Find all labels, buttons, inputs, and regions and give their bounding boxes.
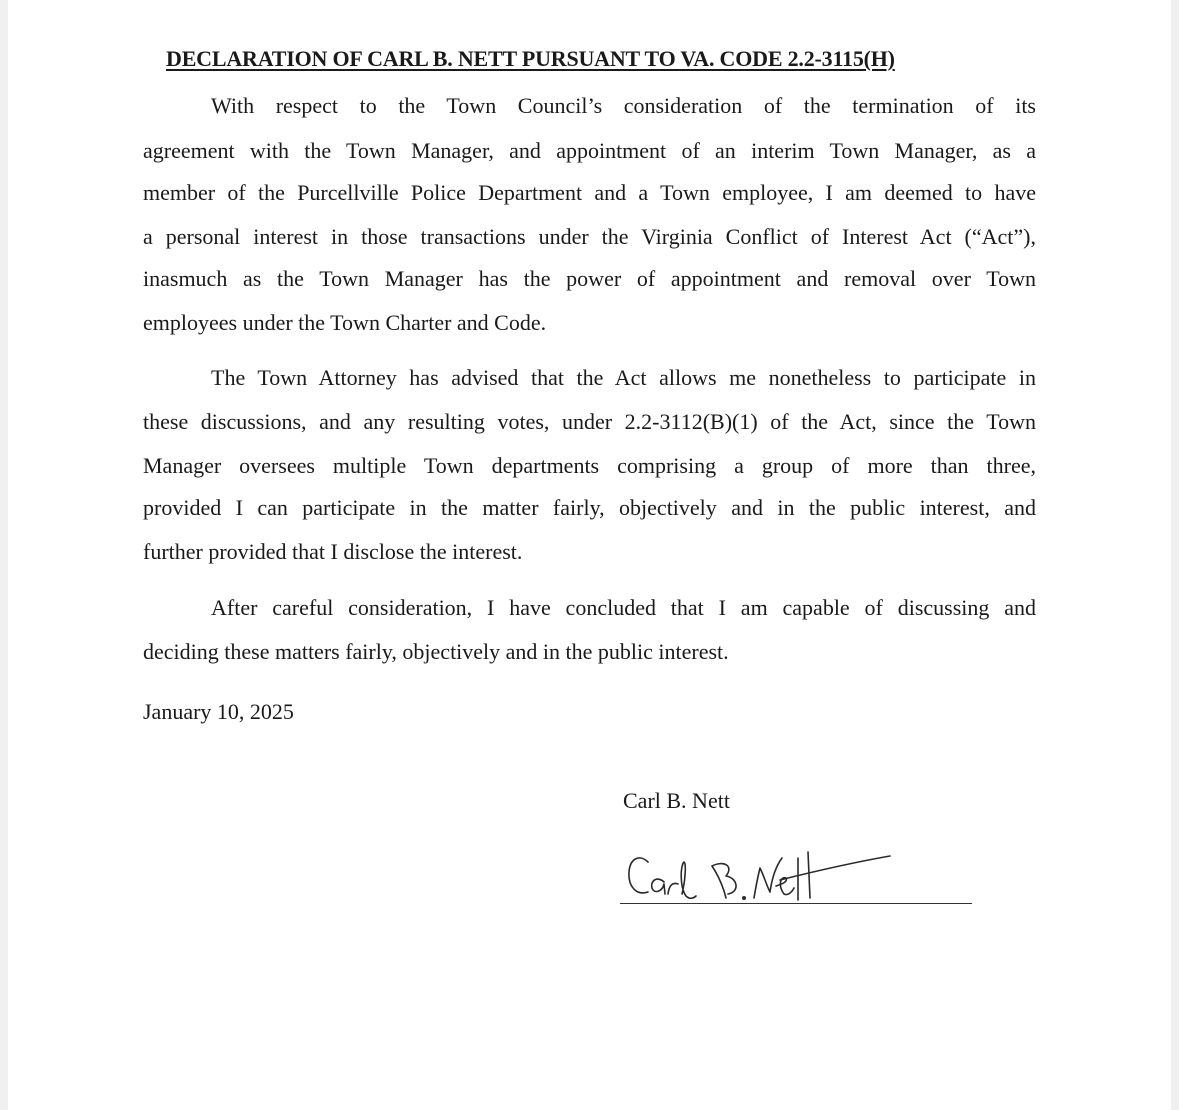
paragraph-3-line: deciding these matters fairly, objectively and in the public interest. [143,639,729,664]
paragraph-3-line: After careful consideration, I have concluded that I am capable of discussing and [211,595,1036,620]
paragraph-1-line: With respect to the Town Council’s consideration of the termination of its [211,93,1036,118]
paragraph-2-line: Manager oversees multiple Town departments comprising a group of more than three, [143,453,1036,478]
paragraph-2-line: provided I can participate in the matter fairly, objectively and in the public interest, and [143,495,1036,520]
date: January 10, 2025 [143,699,294,724]
paragraph-1-line: employees under the Town Charter and Code. [143,310,547,335]
paragraph-1-line: agreement with the Town Manager, and appointment of an interim Town Manager, as a [143,138,1036,163]
document-title: DECLARATION OF CARL B. NETT PURSUANT TO VA. CODE 2.2-3115(H) [166,46,895,71]
paragraph-1-line: inasmuch as the Town Manager has the power of appointment and removal over Town [143,266,1036,291]
paragraph-2-line: further provided that I disclose the interest. [143,539,523,564]
signature-block [620,848,972,908]
signer-name: Carl B. Nett [623,788,730,813]
paragraph-1-line: a personal interest in those transactions under the Virginia Conflict of Interest Act (“Act”), [143,224,1036,249]
signature-line [620,903,972,904]
document-page [8,0,1171,1110]
paragraph-2-line: these discussions, and any resulting votes, under 2.2-3112(B)(1) of the Act, since the Town [143,409,1036,434]
paragraph-2-line: The Town Attorney has advised that the Act allows me nonetheless to participate in [211,365,1036,390]
handwritten-signature [620,848,972,908]
paragraph-1-line: member of the Purcellville Police Department and a Town employee, I am deemed to have [143,180,1036,205]
